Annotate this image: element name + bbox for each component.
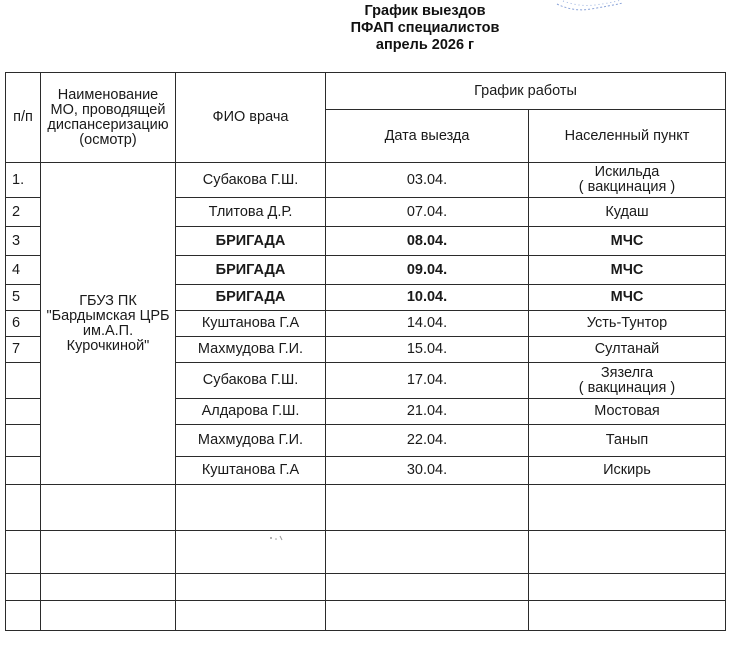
header-place: Населенный пункт <box>529 110 726 163</box>
table-row <box>6 163 726 198</box>
title-line-3: апрель 2026 г <box>375 37 475 53</box>
empty-cell <box>176 601 326 631</box>
doctor-name: БРИГАДА <box>176 227 326 256</box>
empty-cell <box>176 485 326 531</box>
empty-cell <box>326 574 529 601</box>
header-num: п/п <box>6 73 41 163</box>
empty-cell <box>326 601 529 631</box>
empty-cell <box>6 601 41 631</box>
row-number <box>6 425 41 457</box>
empty-cell <box>326 531 529 574</box>
settlement <box>529 163 726 198</box>
empty-cell <box>41 574 176 601</box>
doctor-name: Субакова Г.Ш. <box>176 363 326 399</box>
visit-date: 15.04. <box>326 337 529 363</box>
doctor-name: Махмудова Г.И. <box>176 425 326 457</box>
settlement: МЧС <box>529 256 726 285</box>
visit-date: 22.04. <box>326 425 529 457</box>
visit-date: 03.04. <box>326 163 529 198</box>
doctor-name: Субакова Г.Ш. <box>176 163 326 198</box>
empty-cell <box>529 601 726 631</box>
doctor-name: Махмудова Г.И. <box>176 337 326 363</box>
header-date: Дата выезда <box>326 110 529 163</box>
title-line-1: График выездов <box>364 3 486 19</box>
empty-row <box>6 601 726 631</box>
doctor-name: Тлитова Д.Р. <box>176 198 326 227</box>
settlement: Султанай <box>529 337 726 363</box>
schedule-table <box>5 72 726 631</box>
row-number <box>6 457 41 485</box>
row-number: 4 <box>6 256 41 285</box>
doctor-name: Куштанова Г.А <box>176 311 326 337</box>
visit-date: 07.04. <box>326 198 529 227</box>
scan-mark <box>268 528 286 534</box>
organization-name: ГБУЗ ПК "Бардымская ЦРБ им.А.П. Курочкиной" <box>41 163 176 485</box>
settlement: МЧС <box>529 285 726 311</box>
settlement: Кудаш <box>529 198 726 227</box>
settlement: Танып <box>529 425 726 457</box>
settlement: Усть-Тунтор <box>529 311 726 337</box>
doctor-name: Алдарова Г.Ш. <box>176 399 326 425</box>
doctor-name: БРИГАДА <box>176 256 326 285</box>
row-number: 5 <box>6 285 41 311</box>
visit-date: 14.04. <box>326 311 529 337</box>
visit-date: 21.04. <box>326 399 529 425</box>
empty-cell <box>6 485 41 531</box>
empty-cell <box>326 485 529 531</box>
empty-cell <box>41 531 176 574</box>
empty-cell <box>6 531 41 574</box>
row-number: 7 <box>6 337 41 363</box>
empty-cell <box>41 485 176 531</box>
settlement: Искирь <box>529 457 726 485</box>
row-number <box>6 399 41 425</box>
visit-date: 09.04. <box>326 256 529 285</box>
settlement-note: ( вакцинация ) <box>578 379 676 396</box>
empty-cell <box>176 574 326 601</box>
empty-row <box>6 574 726 601</box>
visit-date: 17.04. <box>326 363 529 399</box>
settlement-name: Зязелга <box>600 364 654 381</box>
empty-row <box>6 485 726 531</box>
row-number: 2 <box>6 198 41 227</box>
doctor-name: Куштанова Г.А <box>176 457 326 485</box>
doctor-name: БРИГАДА <box>176 285 326 311</box>
settlement-name: Искильда <box>594 164 660 180</box>
empty-cell <box>6 574 41 601</box>
empty-cell <box>176 531 326 574</box>
row-number <box>6 363 41 399</box>
visit-date: 10.04. <box>326 285 529 311</box>
settlement: МЧС <box>529 227 726 256</box>
row-number: 1. <box>6 163 41 198</box>
row-number: 3 <box>6 227 41 256</box>
empty-cell <box>41 601 176 631</box>
settlement <box>529 363 726 399</box>
header-doctor: ФИО врача <box>176 73 326 163</box>
empty-cell <box>529 485 726 531</box>
row-number: 6 <box>6 311 41 337</box>
empty-cell <box>529 574 726 601</box>
header-mo: Наименование МО, проводящей диспансеризацию (осмотр) <box>41 73 176 163</box>
header-row <box>6 73 726 110</box>
settlement-note: ( вакцинация ) <box>578 179 676 195</box>
header-schedule: График работы <box>326 73 726 110</box>
empty-row <box>6 531 726 574</box>
empty-cell <box>529 531 726 574</box>
visit-date: 08.04. <box>326 227 529 256</box>
settlement: Мостовая <box>529 399 726 425</box>
title-line-2: ПФАП специалистов <box>350 20 500 36</box>
visit-date: 30.04. <box>326 457 529 485</box>
